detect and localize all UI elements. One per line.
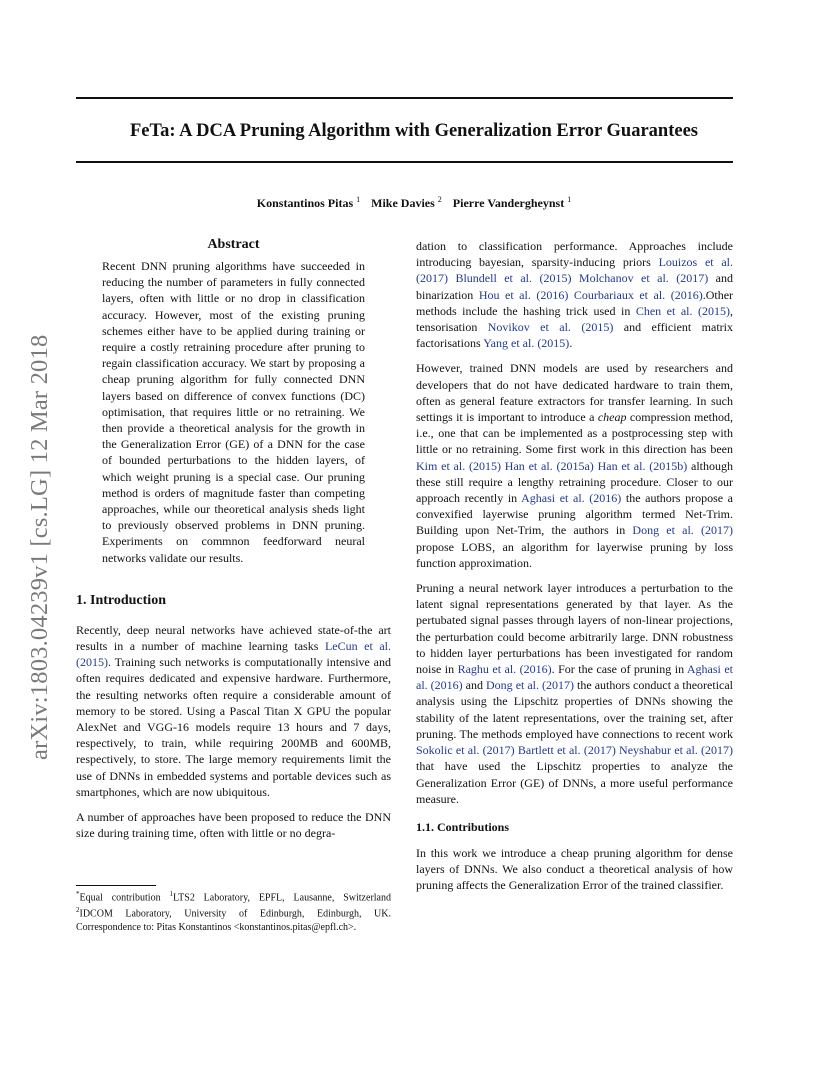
intro-paragraph: Pruning a neural network layer introduces a perturbation to the latent signal representations generated by that layer. As the pertubated signal passes through layers of non-linear projections, the perturbation could become arbitrarily large. DNN robustness to hidden layer perturbations has been investigated for random noise in Raghu et al. (2016). For the case of pruning in Aghasi et al. (2016) and Dong et al. (2017) the authors conduct a theoretical analysis using the Lipschitz properties of DNNs showing the stability of the latent representations, over the training set, after pruning. The methods employed have connections to recent work Sokolic et al. (2017) Bartlett et al. (2017) Neyshabur et al. (2017) that have used the Lipschitz properties to analyze the Generalization Error (GE) of DNNs, a more useful performance measure.	[416, 581, 734, 806]
abstract-text: Recent DNN pruning algorithms have succeeded in reducing the number of parameters in fully connected layers, often with little or no drop in classification accuracy. However, most of the existing pruning schemes either have to be applied during training or require a costly retraining procedure after pruning to regain classification accuracy. We start by proposing a cheap pruning algorithm for fully connected DNN layers based on difference of convex functions (DC) optimisation, that requires little or no retraining. We then provide a theoretical analysis for the growth in the Generalization Error (GE) of a DNN for the case of bounded perturbations to the hidden layers, of which weight pruning is a special case. Our pruning method is orders of magnitude faster than competing approaches, while our theoretical analysis sheds light to previously observed problems in DNN pruning. Experiments on commnon feedforward neural networks validate our results.	[102, 259, 365, 565]
intro-paragraph: A number of approaches have been proposed to reduce the DNN size during training time, often with little or no degra-	[76, 810, 391, 841]
affiliation-footnote: *Equal contribution $^1$LTS2 Laboratory, EPFL, Lausanne, Switzerland $^2$IDCOM Laboratory, University of Edinburgh, Edinburgh, UK. Correspondence to: Pitas Konstantinos <konstantinos.pitas@epfl.ch>.	[76, 890, 391, 933]
author: Mike Davies $^2$	[371, 195, 442, 210]
citation-link[interactable]: Bartlett et al. (2017)	[517, 743, 616, 758]
citation-link[interactable]: Courbariaux et al. (2016)	[573, 287, 703, 302]
citation-link[interactable]: Han et al. (2015a)	[504, 458, 594, 473]
footnote-marker: *	[76, 890, 80, 898]
footnote-marker: 2	[76, 906, 80, 915]
paper-title: FeTa: A DCA Pruning Algorithm with Generalization Error Guarantees	[129, 121, 698, 141]
citation-link[interactable]: Molchanov et al. (2017)	[578, 271, 709, 286]
intro-paragraph: Recently, deep neural networks have achieved state-of-the art results in a number of machine learning tasks LeCun et al. (2015). Training such networks is computationally intensive and often requires dedicated and expensive hardware. Furthermore, the resulting networks often require a considerable amount of memory to be stored. Using a Pascal Titan X GPU the popular AlexNet and VGG-16 models require 13 hours and 7 days, respectively, to train, while requiring 200MB and 600MB, respectively, to store. The large memory requirements limit the use of DNNs in embedded systems and portable devices such as smartphones, which are now ubiquitous.	[76, 622, 391, 799]
author-list	[0, 192, 828, 211]
intro-paragraph: dation to classification performance. Approaches include introducing bayesian, sparsity-inducing priors Louizos et al. (2017) Blundell et al. (2015) Molchanov et al. (2017) and binarization Hou et al. (2016) Courbariaux et al. (2016).Other methods include the hashing trick used in Chen et al. (2015), tensorisation Novikov et al. (2015) and efficient matrix factorisations Yang et al. (2015).	[416, 239, 734, 351]
citation-link[interactable]: Aghasi et al. (2016)	[521, 491, 622, 506]
author: Pierre Vandergheynst $^1$	[452, 195, 572, 210]
citation-link[interactable]: Chen et al. (2015)	[635, 303, 730, 318]
citation-link[interactable]: Yang et al. (2015)	[483, 336, 570, 351]
top-rule	[76, 97, 733, 99]
arxiv-identifier: arXiv:1803.04239v1 [cs.LG] 12 Mar 2018	[26, 334, 53, 760]
title-bottom-rule	[76, 161, 733, 163]
intro-paragraph: However, trained DNN models are used by researchers and developers that do not have dedicated hardware to train them, often as general feature extractors for transfer learning. In such settings it is important to introduce a cheap compression method, i.e., one that can be implemented as a postprocessing step with little or no retraining. Some first work in this direction has been Kim et al. (2015) Han et al. (2015a) Han et al. (2015b) although these still require a lengthy retraining procedure. Closer to our approach recently in Aghasi et al. (2016) the authors propose a convexified layerwise pruning algorithm termed Net-Trim. Building upon Net-Trim, the authors in Dong et al. (2017) propose LOBS, an algorithm for layerwise pruning by loss function approximation.	[416, 361, 734, 570]
citation-link[interactable]: Neyshabur et al. (2017)	[619, 743, 733, 758]
author: Konstantinos Pitas $^1$	[256, 195, 361, 210]
footnote-marker: 1	[169, 890, 173, 898]
abstract-heading: Abstract	[207, 237, 260, 252]
citation-link[interactable]: Han et al. (2015b)	[597, 458, 688, 473]
citation-link[interactable]: LeCun et al. (2015)	[76, 639, 391, 670]
contributions-paragraph: In this work we introduce a cheap pruning algorithm for dense layers of DNNs. We also conduct a theoretical analysis of how pruning affects the Generalization Error of the trained classifier.	[416, 845, 733, 893]
right-column	[416, 238, 733, 894]
citation-link[interactable]: Hou et al. (2016)	[478, 287, 569, 302]
emphasis: cheap	[597, 410, 627, 425]
citation-link[interactable]: Novikov et al. (2015)	[487, 320, 614, 335]
contributions-heading: 1.1. Contributions	[416, 819, 510, 834]
left-column	[76, 236, 391, 842]
citation-link[interactable]: Louizos et al. (2017)	[416, 255, 734, 286]
citation-link[interactable]: Sokolic et al. (2017)	[416, 743, 515, 758]
citation-link[interactable]: Aghasi et al. (2016)	[416, 662, 733, 693]
citation-link[interactable]: Blundell et al. (2015)	[455, 271, 572, 286]
introduction-heading: 1. Introduction	[76, 592, 166, 608]
citation-link[interactable]: Kim et al. (2015)	[416, 458, 501, 473]
citation-link[interactable]: Dong et al. (2017)	[486, 678, 575, 693]
citation-link[interactable]: Dong et al. (2017)	[632, 523, 733, 538]
citation-link[interactable]: Raghu et al. (2016)	[457, 662, 552, 677]
footnote-rule	[76, 885, 156, 886]
